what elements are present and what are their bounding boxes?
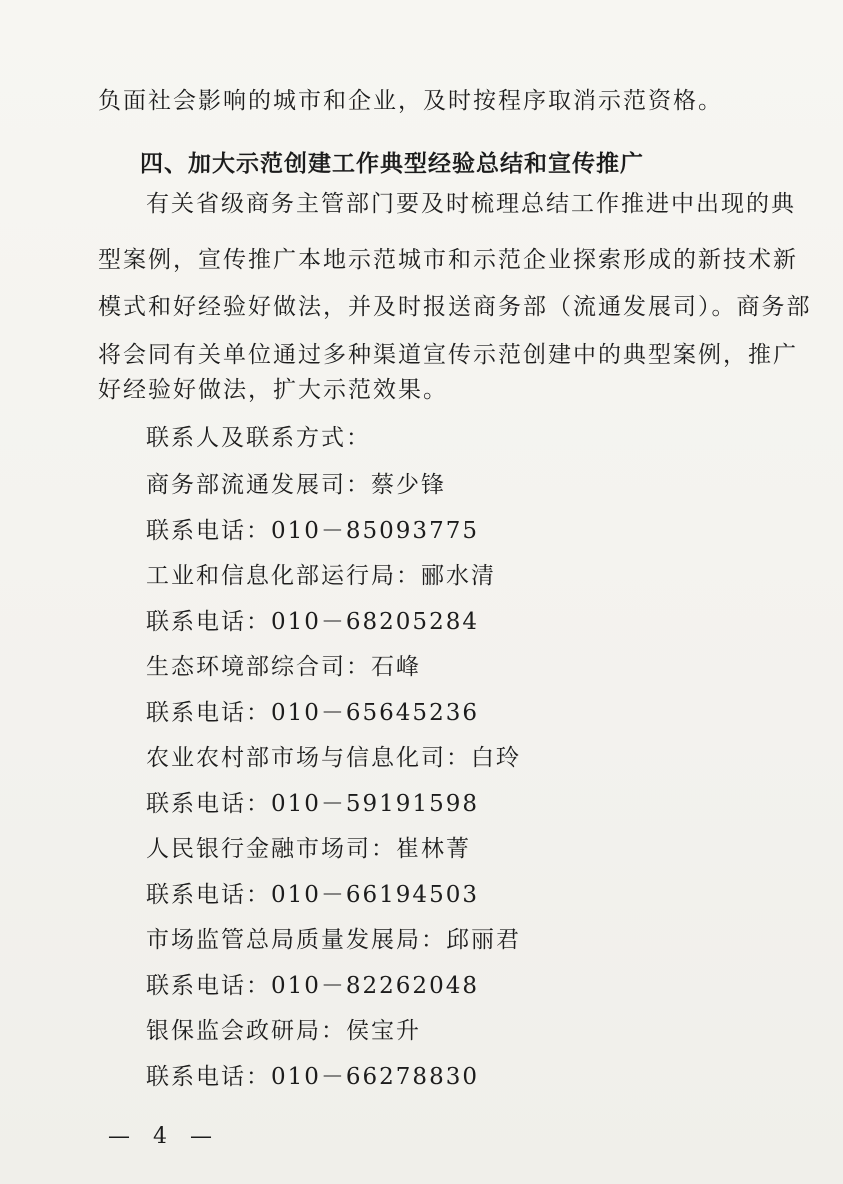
contacts-heading: 联系人及联系方式： bbox=[146, 425, 371, 451]
contact-phone: 联系电话：010－65645236 bbox=[146, 700, 479, 726]
paragraph-line: 好经验好做法，扩大示范效果。 bbox=[98, 377, 448, 403]
contact-department: 人民银行金融市场司：崔林菁 bbox=[146, 836, 471, 862]
contact-phone: 联系电话：010－59191598 bbox=[146, 791, 479, 817]
paragraph-line: 型案例，宣传推广本地示范城市和示范企业探索形成的新技术新 bbox=[98, 247, 798, 273]
contact-department: 农业农村部市场与信息化司：白玲 bbox=[146, 745, 521, 771]
contact-phone: 联系电话：010－66194503 bbox=[146, 882, 479, 908]
contact-department: 生态环境部综合司：石峰 bbox=[146, 654, 421, 680]
page-number: — 4 — bbox=[108, 1124, 220, 1149]
paragraph-line: 模式和好经验好做法，并及时报送商务部（流通发展司）。商务部 bbox=[98, 294, 812, 320]
paragraph-line: 负面社会影响的城市和企业，及时按程序取消示范资格。 bbox=[98, 88, 723, 114]
contact-phone: 联系电话：010－85093775 bbox=[146, 518, 479, 544]
paragraph-line: 将会同有关单位通过多种渠道宣传示范创建中的典型案例，推广 bbox=[98, 342, 798, 368]
contact-department: 市场监管总局质量发展局：邱丽君 bbox=[146, 927, 521, 953]
contact-department: 银保监会政研局：侯宝升 bbox=[146, 1018, 421, 1044]
contact-department: 工业和信息化部运行局：郦水清 bbox=[146, 563, 496, 589]
contact-phone: 联系电话：010－68205284 bbox=[146, 609, 479, 635]
contact-phone: 联系电话：010－82262048 bbox=[146, 973, 479, 999]
section-heading: 四、加大示范创建工作典型经验总结和宣传推广 bbox=[140, 151, 644, 177]
contact-phone: 联系电话：010－66278830 bbox=[146, 1064, 479, 1090]
contact-department: 商务部流通发展司：蔡少锋 bbox=[146, 472, 446, 498]
paragraph-line: 有关省级商务主管部门要及时梳理总结工作推进中出现的典 bbox=[146, 191, 796, 217]
